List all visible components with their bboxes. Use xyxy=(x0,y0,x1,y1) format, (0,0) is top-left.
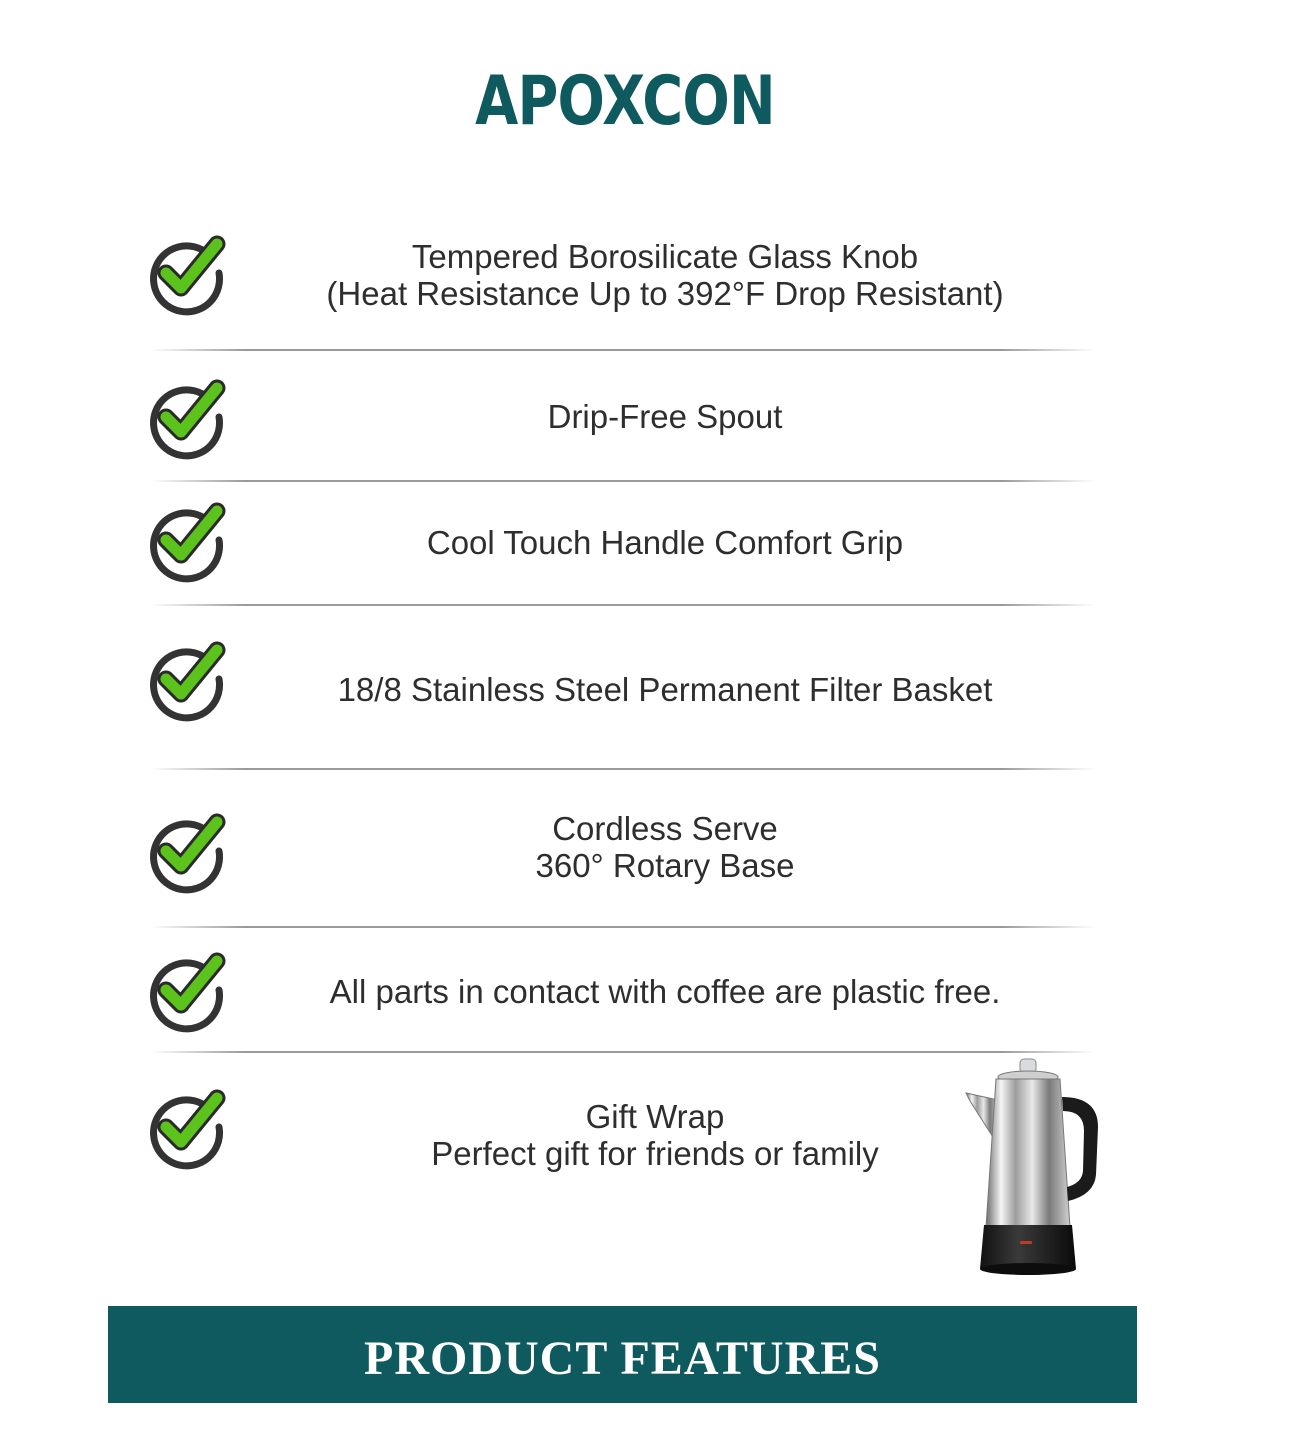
check-circle-icon xyxy=(144,497,230,583)
feature-line: 18/8 Stainless Steel Permanent Filter Basket xyxy=(337,671,993,708)
check-circle-icon xyxy=(144,947,230,1033)
feature-line: Tempered Borosilicate Glass Knob xyxy=(411,238,919,275)
divider xyxy=(150,349,1095,351)
feature-line: Gift Wrap xyxy=(585,1098,725,1135)
check-circle-icon xyxy=(144,1084,230,1170)
feature-line: (Heat Resistance Up to 392°F Drop Resistant) xyxy=(326,275,1004,312)
check-circle-icon xyxy=(144,230,230,316)
feature-line: All parts in contact with coffee are plastic free. xyxy=(329,973,1001,1010)
divider xyxy=(150,604,1095,606)
feature-line: Cool Touch Handle Comfort Grip xyxy=(426,524,904,561)
brand-logo: APOXCON xyxy=(475,62,775,141)
feature-line: Perfect gift for friends or family xyxy=(431,1135,879,1172)
check-circle-icon xyxy=(144,636,230,722)
coffee-percolator-image xyxy=(958,1055,1108,1287)
divider xyxy=(150,926,1095,928)
feature-text xyxy=(240,671,1090,708)
check-circle-icon xyxy=(144,374,230,460)
divider xyxy=(150,480,1095,482)
feature-line: Drip-Free Spout xyxy=(547,398,783,435)
feature-text xyxy=(240,973,1090,1010)
divider xyxy=(150,768,1095,770)
feature-line: Cordless Serve xyxy=(552,810,778,847)
feature-line: 360° Rotary Base xyxy=(535,847,795,884)
banner-title: PRODUCT FEATURES xyxy=(364,1332,881,1385)
feature-text xyxy=(240,524,1090,561)
feature-text xyxy=(240,398,1090,435)
divider xyxy=(150,1051,1095,1053)
check-circle-icon xyxy=(144,808,230,894)
feature-text xyxy=(240,1098,1070,1172)
feature-text xyxy=(240,238,1090,312)
product-features-banner xyxy=(108,1306,1137,1403)
feature-text xyxy=(240,810,1090,884)
